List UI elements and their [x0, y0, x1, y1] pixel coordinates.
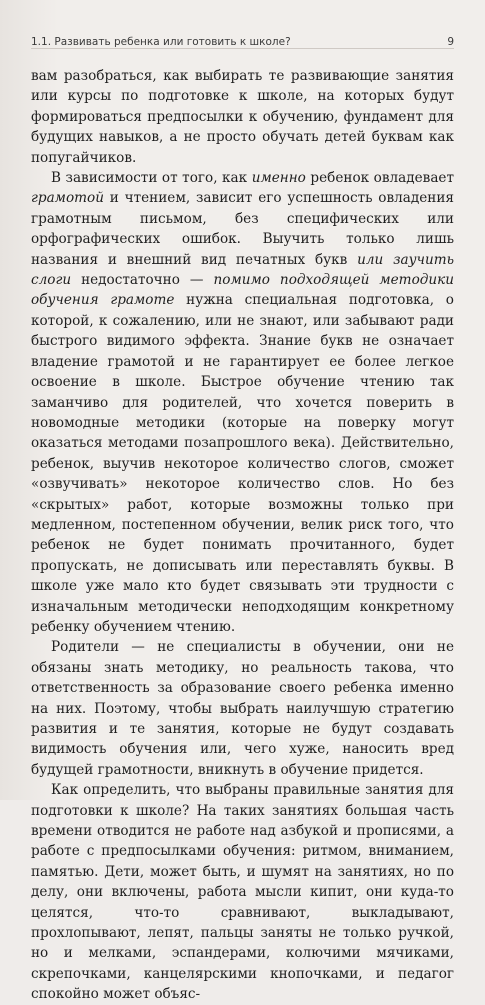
paragraph-text: Родители — не специалисты в обучении, они не обязаны знать методику, но реальность такова, что ответственность за образование своего ребенка именно на них. Поэтому, чтобы выбрать наилучшую стратегию развития и те занятия, которые не будут создавать видимость обучения или, чего хуже, наносить вред будущей грамотности, вникнуть в обучение придется.	[31, 639, 459, 778]
paragraph	[31, 168, 459, 637]
paragraph-text: и чтением, зависит его успешность овладения грамотным письмом, без специфических или орфографических ошибок. Выучить только лишь названия и внешний вид печатных букв	[31, 190, 459, 268]
paragraph-text: вам разобраться, как выбирать те развивающие занятия или курсы по подготовке к школе, на которых будут формироваться предпосылки к обучению, фундамент для будущих навыков, а не просто обучать детей буквам как попугайчиков.	[31, 68, 459, 166]
emphasis-text: именно	[251, 170, 306, 187]
paragraph	[31, 780, 459, 1004]
paragraph-text: В зависимости от того, как	[51, 170, 252, 187]
chapter-title: 1.1. Развивать ребенка или готовить к школе?	[31, 36, 291, 48]
paragraph-text: нужна специальная подготовка, о которой, к сожалению, или не знают, или забывают ради быстрого видимого эффекта. Знание букв не означает владение грамотой и не гарантирует ее более легкое освоение в школе. Быстрое обучение чтению так заманчиво для родителей, что хочется поверить в новомодные методики (которые на поверку могут оказаться методами позапрошлого века). Действительно, ребенок, выучив некоторое количество слогов, сможет «озвучивать» некоторое количество слов. Но без «скрытых» работ, которые возможны только при медленном, постепенном обучении, велик риск того, что ребенок не будет понимать прочитанного, будет пропускать, не дописывать или переставлять буквы. В школе уже мало кто будет связывать эти трудности с изначальным методически неподходящим конкретному ребенку обучением чтению.	[31, 292, 459, 635]
paragraph	[31, 66, 459, 168]
paragraph-text: недостаточно —	[71, 272, 214, 289]
emphasis-text: грамотой	[31, 190, 104, 207]
paragraph-text: Как определить, что выбраны правильные занятия для подготовки к школе? На таких занятиях большая часть времени отводится не работе над азбукой и прописями, а работе с предпосылками обучения: ритмом, вниманием, памятью. Дети, может быть, и шумят на занятиях, но по делу, они включены, работа мысли кипит, они куда-то целятся, что-то сравнивают, выкладывают, прохлопывают, лепят, пальцы заняты не только ручкой, но и мелками, эспандерами, колючими мячиками, скрепочками, канцелярскими кнопочками, и педагог спокойно может объяс-	[31, 782, 459, 1003]
page-number: 9	[447, 36, 454, 48]
body-text	[31, 66, 459, 1005]
running-header	[31, 30, 454, 49]
emphasis-text: или заучить слоги	[31, 251, 459, 289]
emphasis-text: помимо подходящей методики обучения грамоте	[31, 272, 459, 309]
paragraph-text: ребенок овладевает	[305, 170, 459, 187]
paragraph	[31, 637, 459, 780]
